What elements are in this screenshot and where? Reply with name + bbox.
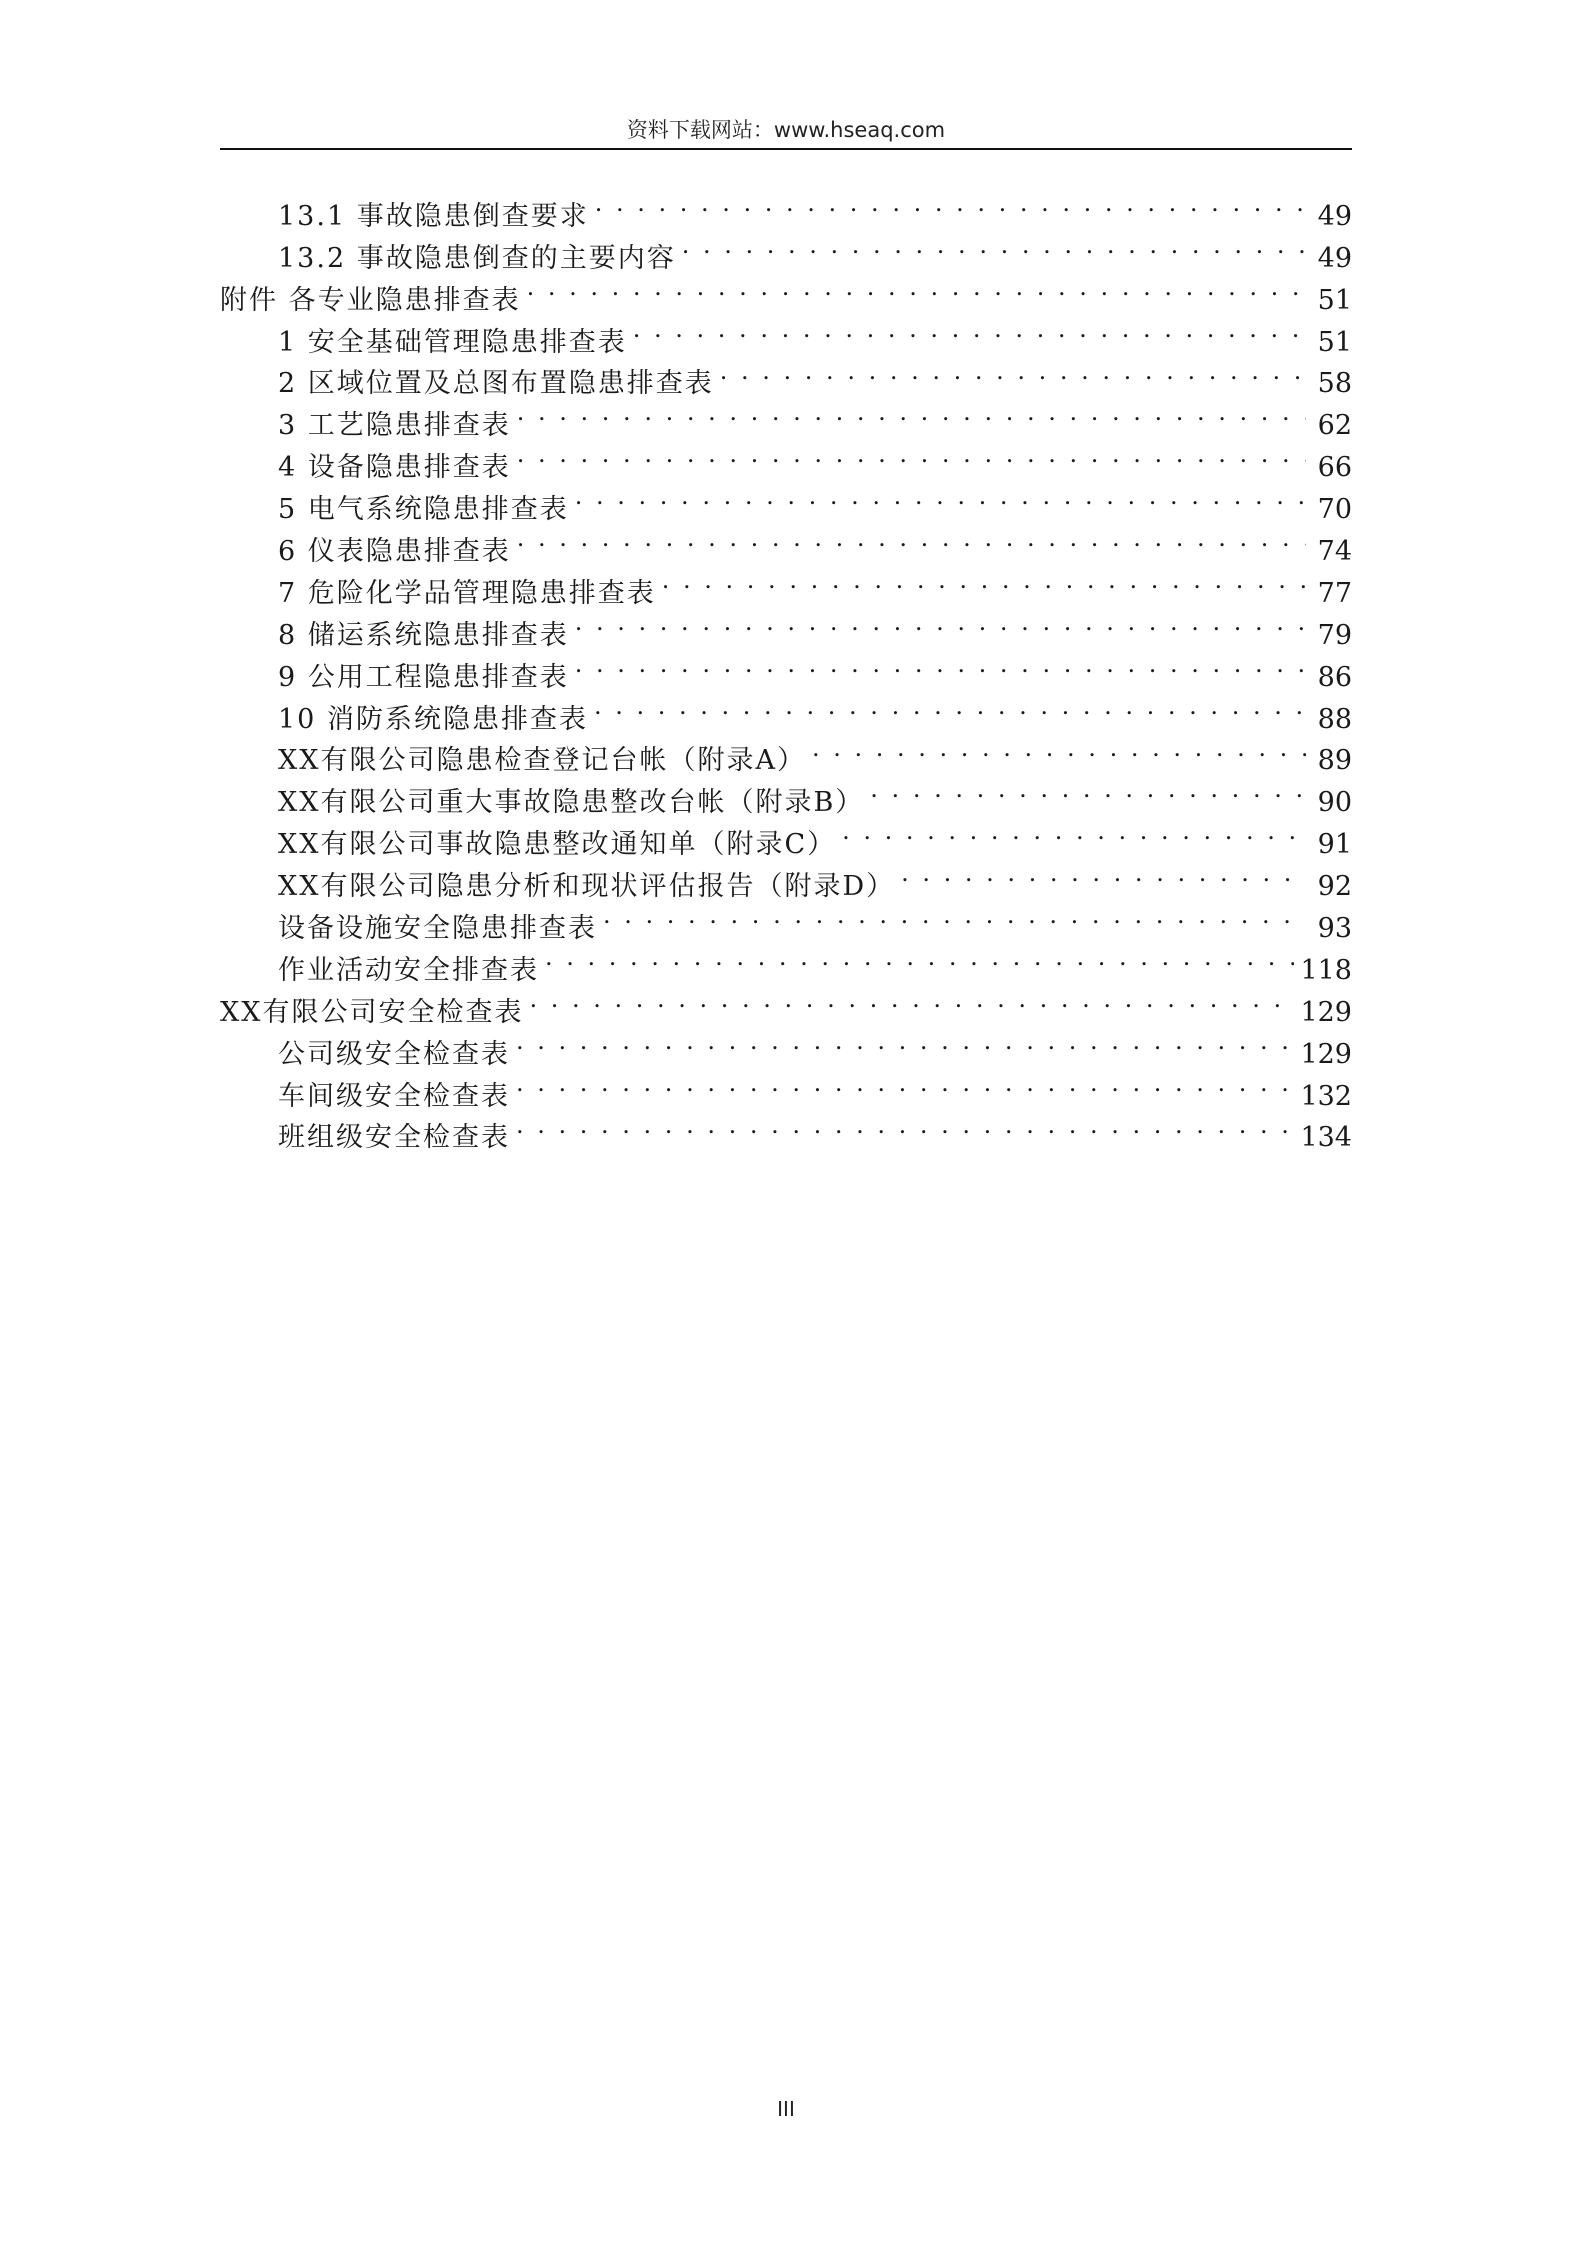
toc-entry-title: 5 电气系统隐患排查表	[278, 494, 569, 526]
toc-leader-dots	[842, 811, 1306, 853]
toc-entry-title: XX有限公司安全检查表	[220, 996, 524, 1028]
toc-leader-dots	[595, 183, 1306, 225]
toc-entry-title: XX有限公司事故隐患整改通知单（附录C）	[278, 829, 837, 861]
toc-leader-dots	[527, 267, 1306, 309]
toc-entry-title: 2 区域位置及总图布置隐患排查表	[278, 368, 714, 400]
toc-entry-title: 班组级安全检查表	[278, 1122, 510, 1154]
toc-leader-dots	[870, 769, 1306, 811]
toc-entry-page: 49	[1317, 242, 1352, 274]
toc-leader-dots	[575, 476, 1306, 518]
toc-entry-page: 77	[1317, 577, 1352, 609]
toc-entry-page: 92	[1317, 871, 1352, 903]
toc-entry-title: 4 设备隐患排查表	[278, 452, 511, 484]
toc-entry-title: 8 储运系统隐患排查表	[278, 619, 569, 651]
toc-entry-page: 90	[1317, 787, 1352, 819]
toc-entry-page: 51	[1317, 284, 1352, 316]
toc-leader-dots	[545, 937, 1294, 979]
toc-entry-title: 13.1 事故隐患倒查要求	[278, 200, 589, 232]
toc-entry-page: 88	[1317, 703, 1352, 735]
toc-leader-dots	[662, 560, 1306, 602]
page-header: 资料下载网站：www.hseaq.com	[626, 118, 946, 142]
page-number: III	[777, 2097, 795, 2121]
header-divider	[220, 148, 1352, 150]
toc-entry-title: XX有限公司重大事故隐患整改台帐（附录B）	[278, 787, 865, 819]
toc-leader-dots	[516, 1063, 1294, 1105]
toc-leader-dots	[517, 392, 1306, 434]
toc-leader-dots	[682, 225, 1306, 267]
toc-entry-title: XX有限公司隐患检查登记台帐（附录A）	[278, 745, 806, 777]
toc-entry-title: 1 安全基础管理隐患排查表	[278, 326, 627, 358]
toc-entry-title: 3 工艺隐患排查表	[278, 410, 511, 442]
toc-entry-page: 129	[1300, 996, 1352, 1028]
toc-entry-title: 车间级安全检查表	[278, 1080, 510, 1112]
toc-entry-title: XX有限公司隐患分析和现状评估报告（附录D）	[278, 871, 896, 903]
toc-leader-dots	[633, 309, 1306, 351]
toc-entry-page: 134	[1300, 1122, 1352, 1154]
toc-leader-dots	[812, 728, 1306, 770]
toc-leader-dots	[720, 351, 1306, 393]
toc-entry-title: 设备设施安全隐患排查表	[278, 913, 597, 945]
toc-entry-page: 93	[1317, 913, 1352, 945]
toc-leader-dots	[516, 1105, 1294, 1147]
toc-entry-title: 公司级安全检查表	[278, 1038, 510, 1070]
toc-entry-title: 7 危险化学品管理隐患排查表	[278, 577, 656, 609]
toc-entry-title: 附件 各专业隐患排查表	[220, 284, 521, 316]
toc-entry-title: 9 公用工程隐患排查表	[278, 661, 569, 693]
toc-entry-page: 91	[1317, 829, 1352, 861]
toc-entry-title: 13.2 事故隐患倒查的主要内容	[278, 242, 676, 274]
toc-leader-dots	[901, 853, 1306, 895]
toc-entry-page: 89	[1317, 745, 1352, 777]
toc-entry-page: 74	[1317, 536, 1352, 568]
toc-entry-page: 66	[1317, 452, 1352, 484]
toc-leader-dots	[575, 644, 1306, 686]
toc-leader-dots	[529, 979, 1294, 1021]
toc-leader-dots	[517, 518, 1306, 560]
toc-entry[interactable]	[220, 183, 1352, 232]
toc-leader-dots	[517, 434, 1306, 476]
toc-leader-dots	[594, 686, 1306, 728]
toc-entry-page: 79	[1317, 619, 1352, 651]
toc-entry-page: 58	[1317, 368, 1352, 400]
toc-leader-dots	[516, 1021, 1294, 1063]
toc-entry-page: 132	[1300, 1080, 1352, 1112]
toc-entry-page: 62	[1317, 410, 1352, 442]
toc-entry-page: 49	[1317, 200, 1352, 232]
toc-entry-page: 70	[1317, 494, 1352, 526]
toc-entry-page: 86	[1317, 661, 1352, 693]
toc-entry-title: 6 仪表隐患排查表	[278, 536, 511, 568]
toc-entry-page: 129	[1300, 1038, 1352, 1070]
toc-entry-title: 作业活动安全排查表	[278, 954, 539, 986]
toc-entry-page: 118	[1300, 954, 1352, 986]
table-of-contents	[220, 183, 1352, 1154]
toc-leader-dots	[603, 895, 1306, 937]
toc-leader-dots	[575, 602, 1306, 644]
toc-entry-page: 51	[1317, 326, 1352, 358]
toc-entry-title: 10 消防系统隐患排查表	[278, 703, 588, 735]
